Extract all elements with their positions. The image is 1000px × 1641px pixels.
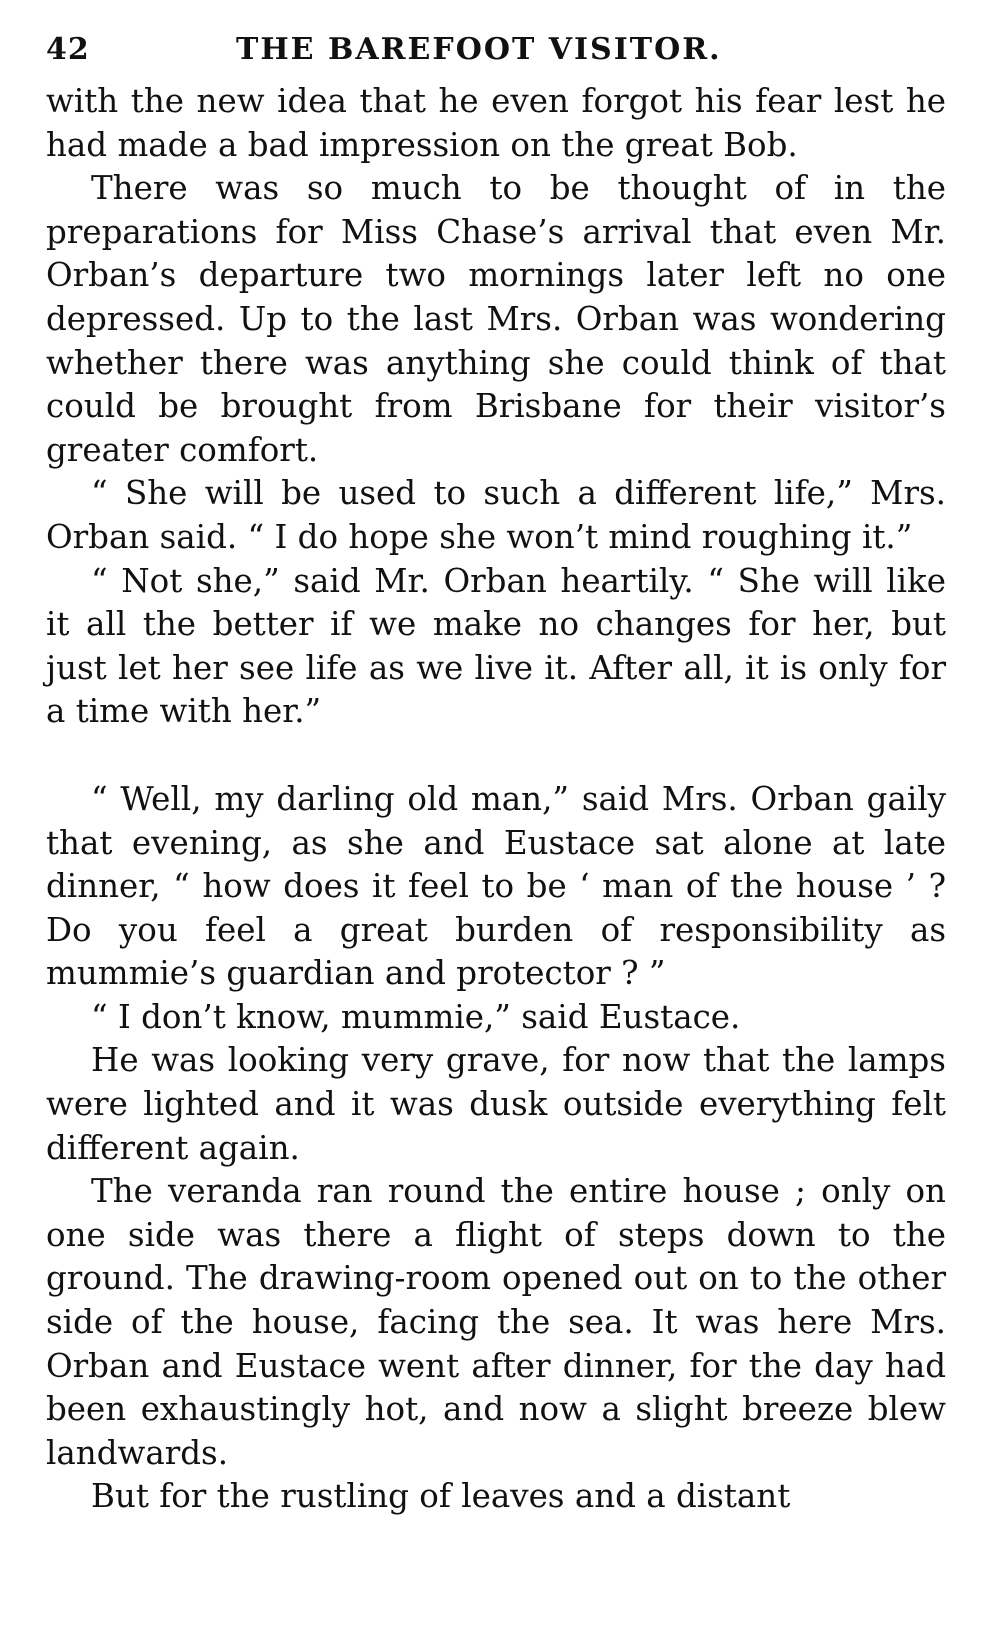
paragraph: “ Not she,” said Mr. Orban heartily. “ She will like it all the better if we make no changes for her, but just let her see life as we live it. After all, it is only for a time with her.”	[46, 561, 946, 731]
paragraph: with the new idea that he even forgot his fear lest he had made a bad impression on the great Bob.	[46, 82, 946, 164]
paragraph: “ I don’t know, mummie,” said Eustace.	[91, 997, 741, 1036]
page-number: 42	[46, 32, 90, 67]
paragraph: “ Well, my darling old man,” said Mrs. Orban gaily that evening, as she and Eustace sat alone at late dinner, “ how does it feel to be ‘ man of the house ’ ? Do you feel a great burden of responsibility as mummie’s guardian and protector ? ”	[46, 779, 946, 993]
paragraph: He was looking very grave, for now that the lamps were lighted and it was dusk outside everything felt different again.	[46, 1041, 946, 1167]
paragraph: But for the rustling of leaves and a distant	[91, 1477, 791, 1516]
body-text	[46, 80, 946, 1519]
page-header	[46, 24, 946, 80]
paragraph: “ She will be used to such a different life,” Mrs. Orban said. “ I do hope she won’t mind roughing it.”	[46, 474, 946, 556]
running-title: THE BAREFOOT VISITOR.	[236, 32, 722, 67]
paragraph: The veranda ran round the entire house ; only on one side was there a flight of steps down to the ground. The drawing-room opened out on to the other side of the house, facing the sea. It was here Mrs. Orban and Eustace went after dinner, for the day had been exhaustingly hot, and now a slight breeze blew landwards.	[46, 1172, 946, 1472]
paragraph: There was so much to be thought of in the preparations for Miss Chase’s arrival that even Mr. Orban’s departure two mornings later left no one depressed. Up to the last Mrs. Orban was wondering whether there was anything she could think of that could be brought from Brisbane for their visitor’s greater comfort.	[46, 169, 946, 469]
book-page	[46, 24, 946, 1519]
section-break	[46, 734, 946, 778]
